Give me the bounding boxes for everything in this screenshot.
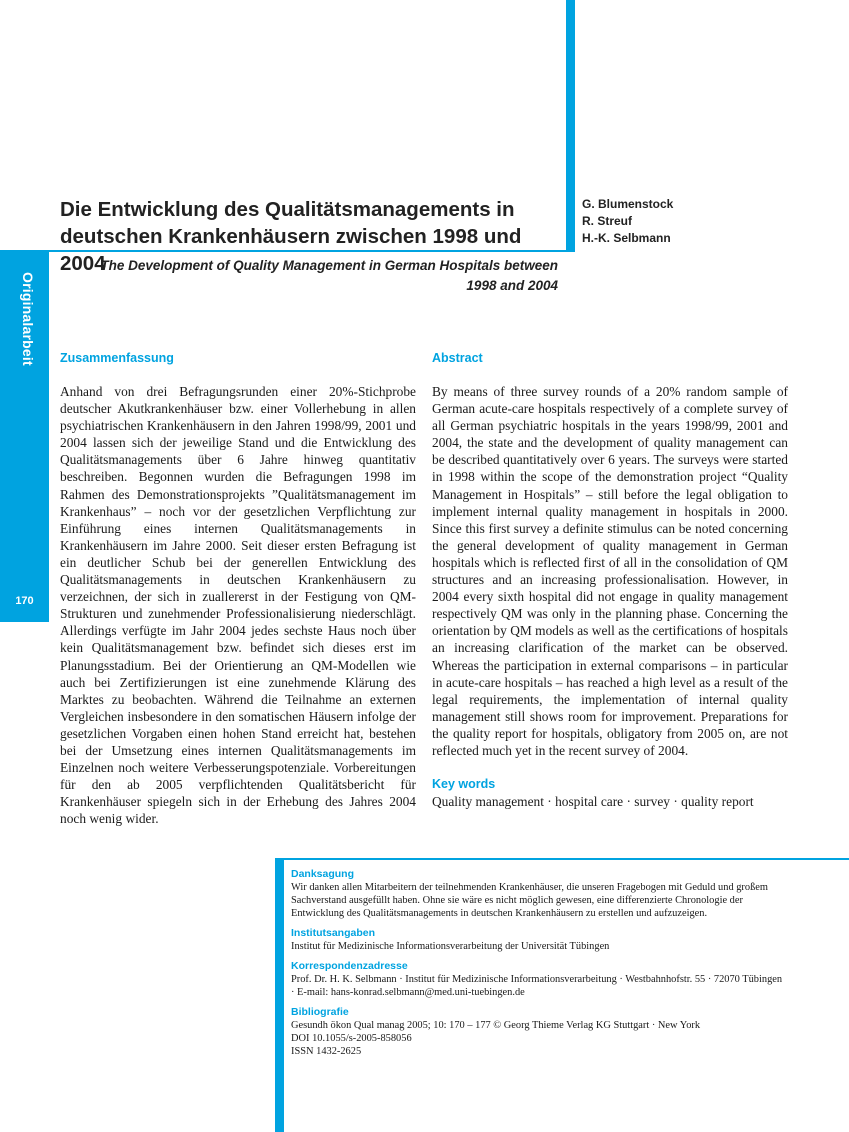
infobox-rule — [284, 858, 849, 860]
bibliografie-text: Gesundh ökon Qual manag 2005; 10: 170 – 177 © Georg Thieme Verlag KG Stuttgart · New York DOI 10.1055/s-2005-858056 ISSN 1432-2625 — [291, 1020, 701, 1057]
abstract-heading: Abstract — [432, 351, 483, 365]
author-list — [582, 196, 673, 247]
article-title: Die Entwicklung des Qualitätsmanagements in deutschen Krankenhäusern zwischen 1998 und 2004 — [60, 198, 522, 275]
zusammenfassung-heading: Zusammenfassung — [60, 351, 174, 365]
korrespondenz-heading: Korrespondenzadresse — [291, 960, 408, 972]
danksagung-text: Wir danken allen Mitarbeitern der teilnehmenden Krankenhäuser, die unseren Fragebogen mit Geduld und großem Sachverstand ausgefüllt haben. Ohne sie wäre es nicht möglich gewesen, eine differenzierte Chronologie der Entwicklung des Qualitätsmanagements in deutschen Krankenhäusern zu erstellen und aufzuzeigen. — [291, 882, 768, 919]
infobox-accent-bar — [275, 858, 284, 1132]
author-name: R. Streuf — [582, 214, 633, 228]
author-name: G. Blumenstock — [582, 197, 674, 211]
infobox — [291, 868, 786, 1058]
abstract-text: By means of three survey rounds of a 20% random sample of German acute-care hospitals respectively of a complete survey of all German psychiatric hospitals in the years 1998/99, 2001 and 2004, the state and the development of quality management can be described quantitatively over 6 years. The surveys were started in 1998 within the scope of the demonstration project “Quality Management in Hospitals” – still before the legal obligation to implement internal quality management in hospitals in 2000. Since this first survey a definite stimulus can be noted concerning the general development of quality management in German hospitals which is reflected first of all in the consolidation of QM structures and an increasing professionalisation. However, in 2004 every sixth hospital did not engage in quality management respectively QM was only in the planning phase. Concerning the orientation by QM models as well as the certifications of hospitals an increasing clarification of the market can be observed. Whereas the participation in external comparisons – in particular in acute-care hospitals – has reached a high level as a result of the legal requirements, the implementation of internal quality management still shows room for improvement. Preparations for the quality report for hospitals, obligatory from 2005 on, are not reflected much yet in the recent survey of 2004. — [432, 384, 788, 758]
page-number: 170 — [15, 595, 34, 607]
institut-text: Institut für Medizinische Informationsverarbeitung der Universität Tübingen — [291, 941, 610, 952]
korrespondenz-text: Prof. Dr. H. K. Selbmann · Institut für Medizinische Informationsverarbeitung · Westbahnhofstr. 55 · 72070 Tübingen · E-mail: hans-konrad.selbmann@med.uni-tuebingen.de — [291, 974, 783, 998]
keywords-heading: Key words — [432, 777, 496, 791]
article-title-english: The Development of Quality Management in German Hospitals between 1998 and 2004 — [100, 258, 558, 293]
danksagung-heading: Danksagung — [291, 868, 355, 880]
keywords-text: Quality management · hospital care · survey · quality report — [432, 794, 754, 809]
top-accent-bar — [566, 0, 575, 250]
section-label: Originalarbeit — [20, 272, 36, 366]
bibliografie-heading: Bibliografie — [291, 1006, 349, 1018]
author-name: H.-K. Selbmann — [582, 231, 671, 245]
institut-heading: Institutsangaben — [291, 927, 376, 939]
zusammenfassung-text: Anhand von drei Befragungsrunden einer 20%-Stichprobe deutscher Akutkrankenhäuser bzw. einer Vollerhebung in allen psychiatrischen Krankenhäusern in den Jahren 1998/99, 2001 und 2004 lassen sich der jeweilige Stand und die Entwicklung des Qualitätsmanagements über 6 Jahre hinweg quantitativ beschreiben. Begonnen wurden die Befragungen 1998 im Rahmen des Demonstrationsprojekts ”Qualitätsmanagement im Krankenhaus” – noch vor der gesetzlichen Verpflichtung zur Einführung eines internen Qualitätsmanagements in Krankenhäusern im Jahre 2000. Seit dieser ersten Befragung ist ein deutlicher Schub bei der generellen Entwicklung des Qualitätsmanagements in deutschen Krankenhäusern zu verzeichnen, der sich in zuallererst in der Festigung von QM-Strukturen und zunehmender Professionalisierung niederschlägt. Allerdings verfügte im Jahr 2004 jedes sechste Haus noch über kein Qualitätsmanagement bzw. befindet sich dieses erst im Planungsstadium. Bei der Orientierung an QM-Modellen wie auch bei Zertifizierungen ist eine zunehmende Klärung des Marktes zu beobachten. Während die Teilnahme an externen Vergleichen insbesondere in den somatischen Häusern infolge der gesetzlichen Vorgaben einen hohen Stand erreicht hat, bestehen bei der Umsetzung eines internen Qualitätsmanagements im Einzelnen noch weitere Verbesserungspotenziale. Vorbereitungen für den ab 2005 verpflichtenden Qualitätsbericht für Krankenhäuser spiegeln sich in der Erhebung des Jahres 2004 noch wenig wider. — [60, 384, 416, 827]
